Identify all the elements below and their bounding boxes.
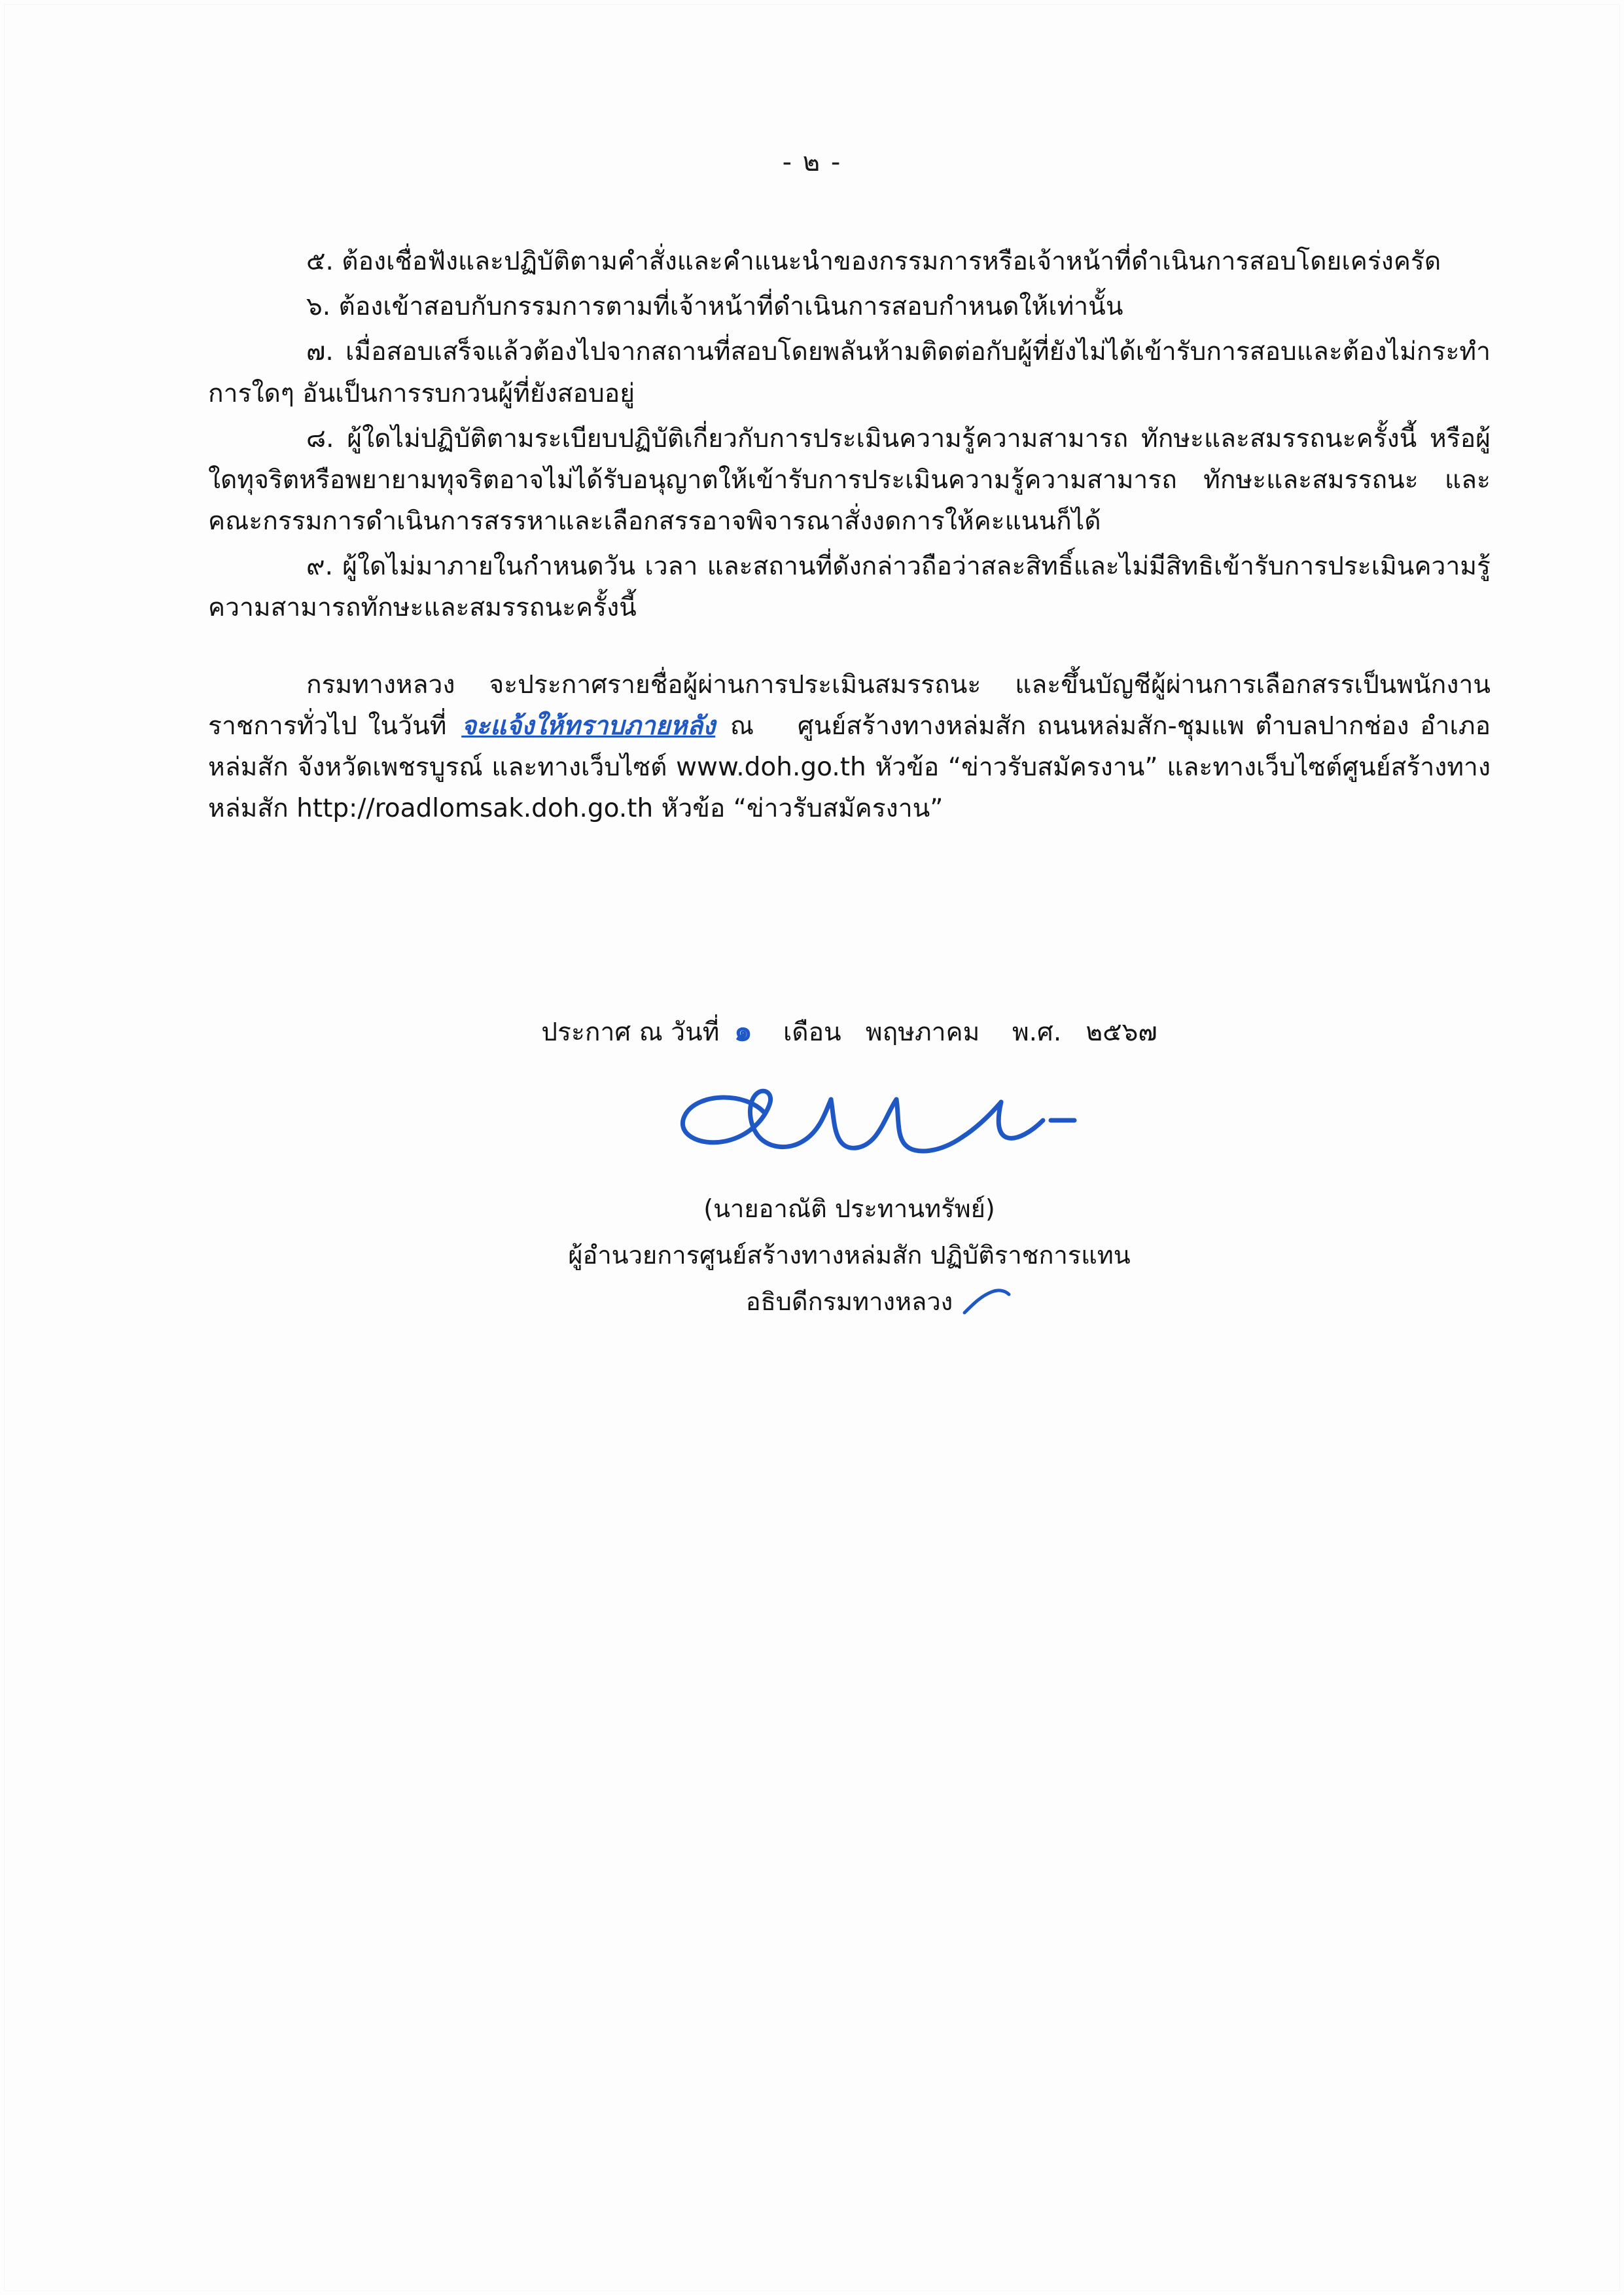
date-prefix: ประกาศ ณ วันที่: [541, 1018, 720, 1047]
signer-title-line-2: อธิบดีกรมทางหลวง: [745, 1287, 953, 1316]
date-line: [208, 1008, 1491, 1054]
announcement-part-2: ณ: [730, 711, 754, 741]
year-value: ๒๕๖๗: [1086, 1018, 1157, 1047]
document-body: [208, 241, 1491, 833]
announcement-part-1: กรมทางหลวง จะประกาศรายชื่อผู้ผ่านการประเมินสมรรถนะ และขึ้นบัญชีผู้ผ่านการเลือกสรรเป็นพนักงานราชการทั่วไป ในวันที่: [208, 669, 1491, 741]
clause-6: ๖. ต้องเข้าสอบกับกรรมการตามที่เจ้าหน้าที่ดำเนินการสอบกำหนดให้เท่านั้น: [306, 292, 1123, 322]
page-number: - ๒ -: [782, 147, 842, 177]
signer-name: (นายอาณัติ ประทานทรัพย์): [703, 1194, 995, 1223]
year-label: พ.ศ.: [1012, 1018, 1062, 1047]
clause-7: ๗. เมื่อสอบเสร็จแล้วต้องไปจากสถานที่สอบโดยพลันห้ามติดต่อกับผู้ที่ยังไม่ได้เข้ารับการสอบและต้องไม่กระทำการใดๆ อันเป็นการรบกวนผู้ที่ยังสอบอยู่: [208, 337, 1491, 408]
month-label: เดือน: [783, 1018, 841, 1047]
handwritten-signature-icon: [601, 1073, 1098, 1184]
clause-8: ๘. ผู้ใดไม่ปฏิบัติตามระเบียบปฏิบัติเกี่ยวกับการประเมินความรู้ความสามารถ ทักษะและสมรรถนะครั้งนี้ หรือผู้ใดทุจริตหรือพยายามทุจริตอาจไม่ได้รับอนุญาตให้เข้ารับการประเมินความรู้ความสามารถ ทักษะและสมรรถนะ และคณะกรรมการดำเนินการสรรหาและเลือกสรรอาจพิจารณาสั่งงดการให้คะแนนก็ได้: [208, 423, 1491, 537]
signer-title-line-2-wrap: [746, 1281, 953, 1321]
signer-title-line-1: ผู้อำนวยการศูนย์สร้างทางหล่มสัก ปฏิบัติราชการแทน: [568, 1241, 1131, 1270]
handwritten-date-annotation: จะแจ้งให้ทราบภายหลัง: [461, 710, 716, 741]
signature-block: [208, 1073, 1491, 1321]
clause-9: ๙. ผู้ใดไม่มาภายในกำหนดวัน เวลา และสถานที่ดังกล่าวถือว่าสละสิทธิ์และไม่มีสิทธิเข้ารับการประเมินความรู้ความสามารถทักษะและสมรรถนะครั้งนี้: [208, 552, 1491, 623]
announcement-paragraph: [208, 664, 1491, 830]
signature-flourish-icon: [962, 1287, 1012, 1317]
month-value: พฤษภาคม: [865, 1018, 980, 1047]
handwritten-day: ๑: [733, 1014, 752, 1048]
clause-5: ๕. ต้องเชื่อฟังและปฏิบัติตามคำสั่งและคำแนะนำของกรรมการหรือเจ้าหน้าที่ดำเนินการสอบโดยเคร่งครัด: [306, 247, 1441, 276]
announcement-part-3: ศูนย์สร้างทางหล่มสัก ถนนหล่มสัก-ชุมแพ ตำบลปากช่อง อำเภอหล่มสัก จังหวัดเพชรบูรณ์ และทางเว็บไซต์ www.doh.go.th หัวข้อ “ข่าวรับสมัครงาน” และทางเว็บไซต์ศูนย์สร้างทางหล่มสัก http://roadlomsak.doh.go.th หัวข้อ “ข่าวรับสมัครงาน”: [208, 711, 1491, 824]
